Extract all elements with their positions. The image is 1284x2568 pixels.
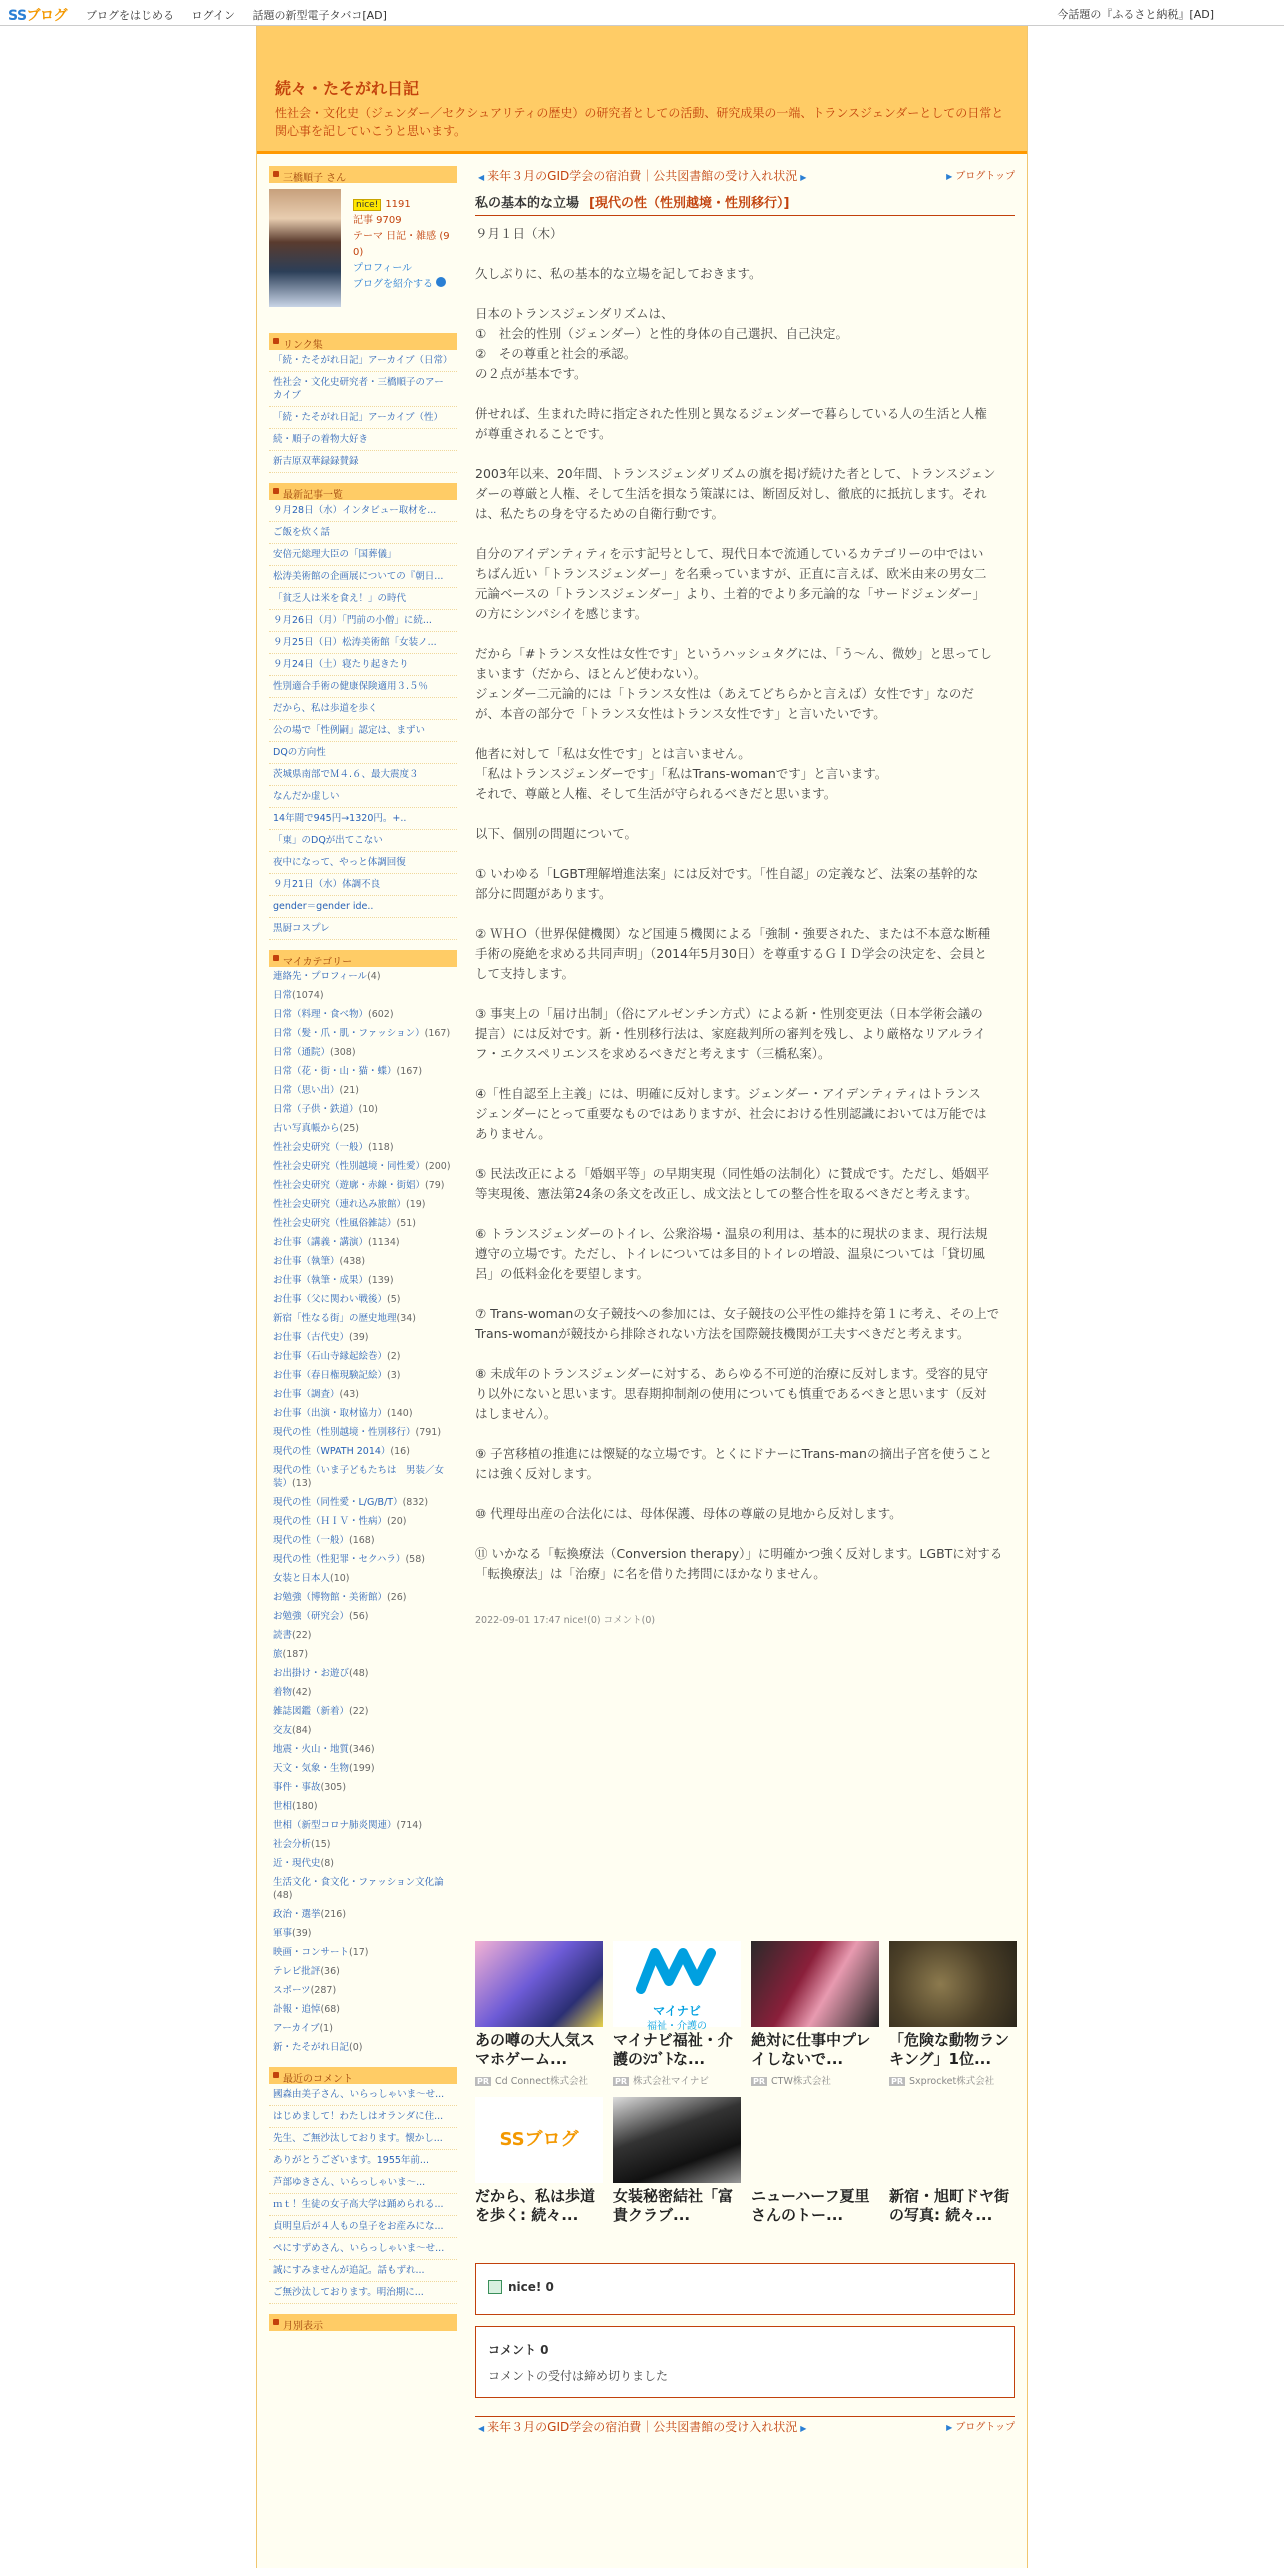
entry-text-line: 他者に対して「私は女性です」とは言いません。 xyxy=(475,746,751,761)
entry-text-line: ⑤ 民法改正による「婚姻平等」の早期実現（同性婚の法制化）に賛成です。ただし、婚姻平 xyxy=(475,1166,990,1181)
entry-text-line: には強く反対します。 xyxy=(475,1466,600,1481)
ad-image xyxy=(475,1941,603,2027)
entry-text-line: はしません）。 xyxy=(475,1406,557,1421)
related-post-card[interactable]: 新宿・旭町ドヤ街の写真: 続々... xyxy=(889,2187,1010,2224)
category-link[interactable]: 性社会史研究（一般）(118) xyxy=(273,1142,394,1153)
category-link[interactable]: 性社会史研究（性風俗雑誌）(51) xyxy=(273,1218,417,1229)
entry-text-line: 手術の廃絶を求める共同声明」（2014年5月30日）を尊重するＧＩＤ学会の決定を、会員と xyxy=(475,946,987,961)
entry-text-line: 日本のトランスジェンダリズムは、 xyxy=(475,306,674,321)
entry-text-line: フ・エクスペリエンスを求めるべきだと考えます（三橋私案）。 xyxy=(475,1046,831,1061)
category-link[interactable]: 日常（通院）(308) xyxy=(273,1047,356,1058)
recent-article-link[interactable]: 茨城県南部でＭ４.６、最大震度３ xyxy=(269,764,457,786)
recent-article-link[interactable]: 「東」のDQが出てこない xyxy=(269,830,457,852)
entry-text-line: ③ 事実上の「届け出制」（俗にアルゼンチン方式）による新・性別変更法（日本学術会議の xyxy=(475,1006,983,1021)
entry-text-line: だから「#トランス女性は女性です」というハッシュタグには、「う～ん、微妙」と思ってし xyxy=(475,646,992,661)
entry-text-line: ジェンダー二元論的には「トランス女性は（あえてどちらかと言えば）女性です」なのだ xyxy=(475,686,974,701)
recent-article-link[interactable]: 黒厨コスプレ xyxy=(269,918,457,940)
entry-text-line: 遵守の立場です。ただし、トイレについては多目的トイレの増設、温泉については「貸切風 xyxy=(475,1246,985,1261)
category-link[interactable]: テレビ批評(36) xyxy=(273,1966,340,1977)
ad-image xyxy=(889,1941,1017,2027)
links-box xyxy=(269,333,457,473)
entry-text-line: 呂」の低料金化を要望します。 xyxy=(475,1266,650,1281)
category-link[interactable]: スポーツ(287) xyxy=(273,1985,337,1996)
category-link[interactable]: 現代の性（ＨＩＶ・性病）(20) xyxy=(273,1516,407,1527)
ad-card[interactable]: 「危険な動物ランキング」1位... PR Sxprocket株式会社 xyxy=(889,1941,1017,2087)
category-link[interactable]: 日常（花・街・山・猫・蝶）(167) xyxy=(273,1066,423,1077)
recent-comment-link[interactable]: ｍｔ！生徒の女子高大学は踊められる... xyxy=(269,2194,457,2216)
category-link[interactable]: 現代の性（同性愛・L/G/B/T）(832) xyxy=(273,1497,429,1508)
month-heading: 月別表示 xyxy=(269,2314,457,2331)
category-link[interactable]: お仕事（執筆）(438) xyxy=(273,1256,366,1267)
recent-article-link[interactable]: ９月24日（土）寝たり起きたり xyxy=(269,654,457,676)
nice-count: 1191 xyxy=(385,199,411,210)
category-link[interactable]: 古い写真帳から(25) xyxy=(273,1123,360,1134)
recent-article-link[interactable]: 14年間で945円→1320円。+.. xyxy=(269,808,457,830)
link-item[interactable]: 新吉原双華録録賛録 xyxy=(269,451,457,473)
entry-text-line: ちばん近い「トランスジェンダー」を名乗っていますが、正直に言えば、欧米由来の男女二 xyxy=(475,566,987,581)
entry-text-line: 元論ベースの「トランスジェンダー」より、土着的でより多元論的な「サードジェンダー」 xyxy=(475,586,986,601)
ad-card[interactable]: 絶対に仕事中プレイしないで... PR CTW株式会社 xyxy=(751,1941,879,2087)
entry-text-line: の２点が基本です。 xyxy=(475,366,587,381)
theme-label[interactable]: テーマ 日記・雑感 (9 0) xyxy=(353,231,450,258)
entry-text-line: ① 社会的性別（ジェンダー）と性的身体の自己選択、自己決定。 xyxy=(475,326,848,341)
profile-heading: 三橋順子 さん xyxy=(269,166,457,183)
related-post-card[interactable]: ニューハーフ夏里さんのトー... xyxy=(751,2187,870,2224)
recent-box xyxy=(269,483,457,940)
category-link[interactable]: 現代の性（性別越境・性別移行）(791) xyxy=(273,1427,442,1438)
entry-text-line: 等実現後、憲法第24条の条文を改正し、成文法としての整合性を取るべきだと考えます。 xyxy=(475,1186,978,1201)
recent-article-link[interactable]: ９月25日（日）松涛美術館「女装ノ... xyxy=(269,632,457,654)
share-icon[interactable] xyxy=(436,277,446,287)
comment-status: コメントの受付は締め切りました xyxy=(488,2369,669,2383)
recent-comment-link[interactable]: 誠にすみませんが追記。話もずれ... xyxy=(269,2260,457,2282)
left-arrow-icon: ◀ xyxy=(478,173,485,182)
category-link[interactable]: 近・現代史(8) xyxy=(273,1858,334,1869)
link-item[interactable]: 続・順子の着物大好き xyxy=(269,429,457,451)
entry-text-line: 部分に問題があります。 xyxy=(475,886,612,901)
entry-text-line: ⑥ トランスジェンダーのトイレ、公衆浴場・温泉の利用は、基本的に現状のまま、現行法規 xyxy=(475,1226,988,1241)
ad-image: マイナビ 福祉・介護の xyxy=(613,1941,741,2027)
login-link[interactable]: ログイン xyxy=(191,9,235,22)
link-item[interactable]: 「続・たそがれ日記」アーカイブ（日常） xyxy=(269,350,457,372)
entry-text-line: は、私たちの身を守るための自衛行動です。 xyxy=(475,506,725,521)
category-heading: マイカテゴリー xyxy=(269,950,457,967)
category-link[interactable]: お仕事（父に関わい戦後）(5) xyxy=(273,1294,401,1305)
category-link[interactable]: お仕事（石山寺縁起絵巻）(2) xyxy=(273,1351,401,1362)
category-link[interactable]: 旅(187) xyxy=(273,1649,309,1660)
prev-post-link[interactable]: ◀ 来年３月のGID学会の宿泊費｜公共図書館の受け入れ状況 ▶ xyxy=(478,169,807,183)
entry-text-line: 併せれば、生まれた時に指定された性別と異なるジェンダーで暮らしている人の生活と人権 xyxy=(475,406,987,421)
prev-post-link[interactable]: ◀ 来年３月のGID学会の宿泊費｜公共図書館の受け入れ状況 ▶ xyxy=(478,2420,807,2434)
intro-blog-link[interactable]: ブログを紹介する xyxy=(353,279,433,290)
ad-link-right[interactable]: 今話題の『ふるさと納税』[AD] xyxy=(1057,8,1214,21)
entry-text-line: ダーの尊厳と人権、そして生活を損なう策謀には、断固反対し、徹底的に抵抗します。それ xyxy=(475,486,987,501)
category-link[interactable]: 日常（子供・鉄道）(10) xyxy=(273,1104,379,1115)
category-link[interactable]: 社会分析(15) xyxy=(273,1839,331,1850)
post-thumb xyxy=(613,2097,741,2183)
category-link[interactable]: 日常（髪・爪・肌・ファッション）(167) xyxy=(273,1028,451,1039)
link-item[interactable]: 性社会・文化史研究者・三橋順子のアーカイブ xyxy=(269,372,457,407)
category-box xyxy=(269,950,457,2057)
blog-title[interactable]: 続々・たそがれ日記 xyxy=(275,79,420,98)
ss-blog-thumb: SSブログ xyxy=(475,2097,603,2183)
top-links xyxy=(86,7,401,23)
entry-text-line: それで、尊厳と人権、そして生活が守られるべきだと思います。 xyxy=(475,786,837,801)
entry-text-line: 以下、個別の問題について。 xyxy=(475,826,638,841)
recent-article-link[interactable]: だから、私は歩道を歩く xyxy=(269,698,457,720)
category-link[interactable]: 事件・事故(305) xyxy=(273,1782,347,1793)
entry-text-line: 「私はトランスジェンダーです」「私はTrans-womanです」と言います。 xyxy=(475,766,888,781)
arrow-icon: ▶ xyxy=(946,172,953,181)
category-link[interactable]: 現代の性（性犯罪・セクハラ）(58) xyxy=(273,1554,425,1565)
entry-text-line: ⑪ いかなる「転換療法（Conversion therapy）」に明確かつ強く反対します。LGBTに対する xyxy=(475,1546,1003,1561)
category-link[interactable]: 性社会史研究（連れ込み旅館）(19) xyxy=(273,1199,426,1210)
entry-text-line: 提言）には反対です。新・性別移行法は、家庭裁判所の審判を残し、より厳格なリアルライ xyxy=(475,1026,986,1041)
recent-article-link[interactable]: ９月26日（月）「門前の小僧」に続... xyxy=(269,610,457,632)
category-link[interactable]: お勉強（博物館・美術館）(26) xyxy=(273,1592,407,1603)
post-nav xyxy=(475,166,1015,186)
category-link[interactable]: 天文・気象・生物(199) xyxy=(273,1763,375,1774)
entry-meta[interactable]: 2022-09-01 17:47 nice!(0) コメント(0) xyxy=(475,1615,656,1626)
recent-comment-link[interactable]: ぺにすずめさん、いらっしゃいま～せ... xyxy=(269,2238,457,2260)
category-link[interactable]: お勉強（研究会）(56) xyxy=(273,1611,369,1622)
category-link[interactable]: 世相(180) xyxy=(273,1801,318,1812)
category-link[interactable]: 世相（新型コロナ肺炎関連）(714) xyxy=(273,1820,423,1831)
article-count: 記事 9709 xyxy=(353,215,402,226)
related-post-card[interactable]: SSブログ だから、私は歩道を歩く: 続々... xyxy=(475,2097,603,2225)
right-arrow-icon: ▶ xyxy=(800,2424,807,2433)
entry-text-line: ⑩ 代理母出産の合法化には、母体保護、母体の尊厳の見地から反対します。 xyxy=(475,1506,902,1521)
comment-title: コメント 0 xyxy=(488,2343,549,2357)
ss-blog-logo[interactable]: SSブログ xyxy=(8,8,68,24)
category-link[interactable]: 生活文化・食文化・ファッション文化論(48) xyxy=(273,1877,444,1901)
entry-text-line: ありません。 xyxy=(475,1126,551,1141)
nice-badge: nice! xyxy=(353,199,381,211)
entry-text-line: 久しぶりに、私の基本的な立場を記しておきます。 xyxy=(475,266,762,281)
category-link[interactable]: お仕事（春日権現験記絵）(3) xyxy=(273,1370,401,1381)
left-arrow-icon: ◀ xyxy=(478,2424,485,2433)
recent-article-link[interactable]: なんだか虚しい xyxy=(269,786,457,808)
entry-text-line: Trans-womanが競技から排除されない方法を国際競技機関が工夫すべきだと考えます。 xyxy=(475,1326,970,1341)
recent-article-link[interactable]: gender＝gender ide.. xyxy=(269,896,457,918)
profile-box xyxy=(269,166,457,323)
blog-description: 性社会・文化史（ジェンダー／セクシュアリティの歴史）の研究者としての活動、研究成果の一端、トランスジェンダーとしての日常と関心事を記していこうと思います。 xyxy=(275,106,1004,138)
ad-image xyxy=(751,1941,879,2027)
recent-article-link[interactable]: 性別適合手術の健康保険適用３.５％ xyxy=(269,676,457,698)
entry-body xyxy=(475,224,1015,1584)
category-link[interactable]: 日常（料理・食べ物）(602) xyxy=(273,1009,394,1020)
page-wrapper xyxy=(256,26,1028,2568)
recent-article-link[interactable]: 「貧乏人は米を食え！」の時代 xyxy=(269,588,457,610)
category-link[interactable]: お仕事（講義・講演）(1134) xyxy=(273,1237,400,1248)
main-content xyxy=(475,166,1015,2434)
recent-comment-link[interactable]: はじめまして！わたしはオランダに住... xyxy=(269,2106,457,2128)
category-link[interactable]: 女装と日本人(10) xyxy=(273,1573,350,1584)
profile-link[interactable]: プロフィール xyxy=(353,263,412,274)
recent-article-link[interactable]: 夜中になって、やっと体調回復 xyxy=(269,852,457,874)
recent-comment-link[interactable]: 國森由美子さん、いらっしゃいま～せ... xyxy=(269,2084,457,2106)
category-link[interactable]: 交友(84) xyxy=(273,1725,312,1736)
entry-text-line: ② ＷＨＯ（世界保健機関）など国連５機関による「強制・強要された、または不本意な断種 xyxy=(475,926,991,941)
entry-text-line: ⑧ 未成年のトランスジェンダーに対する、あらゆる不可逆的治療に反対します。受容的見守 xyxy=(475,1366,989,1381)
blog-top-link[interactable]: ▶ ブログトップ xyxy=(946,171,1015,182)
recent-heading: 最新記事一覧 xyxy=(269,483,457,500)
category-link[interactable]: お仕事（古代史）(39) xyxy=(273,1332,369,1343)
category-link[interactable]: 軍事(39) xyxy=(273,1928,312,1939)
entry-text-line: 「転換療法」は「治療」に名を借りた拷問にほかなりません。 xyxy=(475,1566,826,1581)
entry-text-line: ② その尊重と社会的承認。 xyxy=(475,346,637,361)
recent-article-link[interactable]: ご飯を炊く話 xyxy=(269,522,457,544)
category-link[interactable]: アーカイブ(1) xyxy=(273,2023,333,2034)
category-link[interactable]: 映画・コンサート(17) xyxy=(273,1947,369,1958)
sidebar xyxy=(269,166,457,2341)
recent-article-link[interactable]: ９月28日（水）インタビュー取材を... xyxy=(269,500,457,522)
entry-text-line: り以外にないと思います。思春期抑制剤の使用についても慎重であるべきと思います（反対 xyxy=(475,1386,987,1401)
entry-text-line: ９月１日（木） xyxy=(475,226,563,241)
entry-text-line: ④「性自認至上主義」には、明確に反対します。ジェンダー・アイデンティティはトランス xyxy=(475,1086,981,1101)
entry-text-line: ⑨ 子宮移植の推進には懐疑的な立場です。とくにドナーにTrans-manの摘出子宮を使うこと xyxy=(475,1446,992,1461)
category-link[interactable]: 性社会史研究（遊廓・赤線・街娼）(79) xyxy=(273,1180,445,1191)
entry-category[interactable]: [現代の性（性別越境・性別移行）] xyxy=(589,196,790,211)
month-box xyxy=(269,2314,457,2331)
comment-section xyxy=(475,2326,1015,2398)
entry-text-line: ジェンダーにとって重要なものではありますが、社会における性別認識においては万能では xyxy=(475,1106,987,1121)
category-link[interactable]: 訃報・追悼(68) xyxy=(273,2004,341,2015)
blog-top-link[interactable]: ▶ ブログトップ xyxy=(946,2422,1015,2433)
ad-link[interactable]: 話題の新型電子タバコ[AD] xyxy=(252,9,387,22)
start-blog-link[interactable]: ブログをはじめる xyxy=(86,9,174,22)
category-link[interactable]: 性社会史研究（性別越境・同性愛）(200) xyxy=(273,1161,451,1172)
comments-box xyxy=(269,2067,457,2304)
entry-text-line: 2003年以来、20年間、トランスジェンダリズムの旗を掲げ続けた者として、トランスジェン xyxy=(475,466,996,481)
links-heading: リンク集 xyxy=(269,333,457,350)
category-link[interactable]: お仕事（調査）(43) xyxy=(273,1389,360,1400)
category-link[interactable]: お出掛け・お遊び(48) xyxy=(273,1668,369,1679)
entry-text-line: 自分のアイデンティティを示す記号として、現代日本で流通しているカテゴリーの中ではい xyxy=(475,546,984,561)
recent-article-link[interactable]: ９月21日（水）体調不良 xyxy=(269,874,457,896)
category-link[interactable]: 現代の性（一般）(168) xyxy=(273,1535,375,1546)
category-link[interactable]: 現代の性（WPATH 2014）(16) xyxy=(273,1446,410,1457)
category-link[interactable]: 現代の性（いま子どもたちは 男装／女装）(13) xyxy=(273,1465,445,1489)
category-link[interactable]: 着物(42) xyxy=(273,1687,312,1698)
category-link[interactable]: 雑誌図鑑（新着）(22) xyxy=(273,1706,369,1717)
avatar[interactable] xyxy=(269,189,341,307)
arrow-icon: ▶ xyxy=(946,2423,953,2432)
recent-comment-link[interactable]: ご無沙汰しております。明治期に... xyxy=(269,2282,457,2304)
entry-text-line: ⑦ Trans-womanの女子競技への参加には、女子競技の公平性の維持を第１に考え、その上で xyxy=(475,1306,1000,1321)
category-link[interactable]: 日常(1074) xyxy=(273,990,324,1001)
link-item[interactable]: 「続・たそがれ日記」アーカイブ（性） xyxy=(269,407,457,429)
recent-article-link[interactable]: 松涛美術館の企画展についての『朝日... xyxy=(269,566,457,588)
nice-icon[interactable] xyxy=(488,2280,502,2294)
nice-section xyxy=(475,2263,1015,2315)
nice-label[interactable]: nice! 0 xyxy=(508,2280,554,2294)
entry-text-line: が、本音の部分で「トランス女性はトランス女性です」と言いたいです。 xyxy=(475,706,886,721)
category-link[interactable]: 連絡先・プロフィール(4) xyxy=(273,971,381,982)
entry-text-line: の方にシンパシイを感じます。 xyxy=(475,606,648,621)
entry-text-line: が尊重されることです。 xyxy=(475,426,612,441)
recent-comment-link[interactable]: ありがとうございます。1955年前... xyxy=(269,2150,457,2172)
entry-title: 私の基本的な立場 [現代の性（性別越境・性別移行）] xyxy=(475,186,1015,216)
top-bar xyxy=(0,0,1284,26)
ad-card[interactable]: あの噂の大人気スマホゲーム... PR Cd Connect株式会社 xyxy=(475,1941,603,2087)
blog-header xyxy=(257,26,1027,154)
recent-comment-link[interactable]: 貞明皇后が４人もの皇子をお産みにな... xyxy=(269,2216,457,2238)
right-arrow-icon: ▶ xyxy=(800,173,807,182)
category-link[interactable]: 日常（思い出）(21) xyxy=(273,1085,360,1096)
category-link[interactable]: 新・たそがれ日記(0) xyxy=(273,2042,363,2053)
category-link[interactable]: 読書(22) xyxy=(273,1630,312,1641)
ad-card[interactable]: マイナビ 福祉・介護の マイナビ福祉・介護のｼｺﾞﾄな... PR 株式会社マイナビ xyxy=(613,1941,741,2087)
recent-comment-link[interactable]: 芦部ゆきさん、いらっしゃいま～... xyxy=(269,2172,457,2194)
entry-text-line: まいます（だから、ほとんど使わない）。 xyxy=(475,666,707,681)
post-nav-bottom xyxy=(475,2416,1015,2436)
recent-article-link[interactable]: 公の場で「性例嗣」認定は、まずい xyxy=(269,720,457,742)
category-link[interactable]: 新宿「性なる街」の歴史地理(34) xyxy=(273,1313,417,1324)
recent-article-link[interactable]: DQの方向性 xyxy=(269,742,457,764)
related-post-card[interactable]: 女装秘密結社「富貴クラブ... xyxy=(613,2097,741,2225)
comments-heading: 最近のコメント xyxy=(269,2067,457,2084)
category-link[interactable]: お仕事（出演・取材協力）(140) xyxy=(273,1408,413,1419)
entry-text-line: ① いわゆる「LGBT理解増進法案」には反対です。「性自認」の定義など、法案の基幹的な xyxy=(475,866,979,881)
category-link[interactable]: 政治・選挙(216) xyxy=(273,1909,347,1920)
category-link[interactable]: 地震・火山・地質(346) xyxy=(273,1744,375,1755)
category-link[interactable]: お仕事（執筆・成果）(139) xyxy=(273,1275,394,1286)
entry-text-line: して支持します。 xyxy=(475,966,575,981)
recent-comment-link[interactable]: 先生、ご無沙汰しております。懐かし... xyxy=(269,2128,457,2150)
recent-article-link[interactable]: 安倍元総理大臣の「国葬儀」 xyxy=(269,544,457,566)
